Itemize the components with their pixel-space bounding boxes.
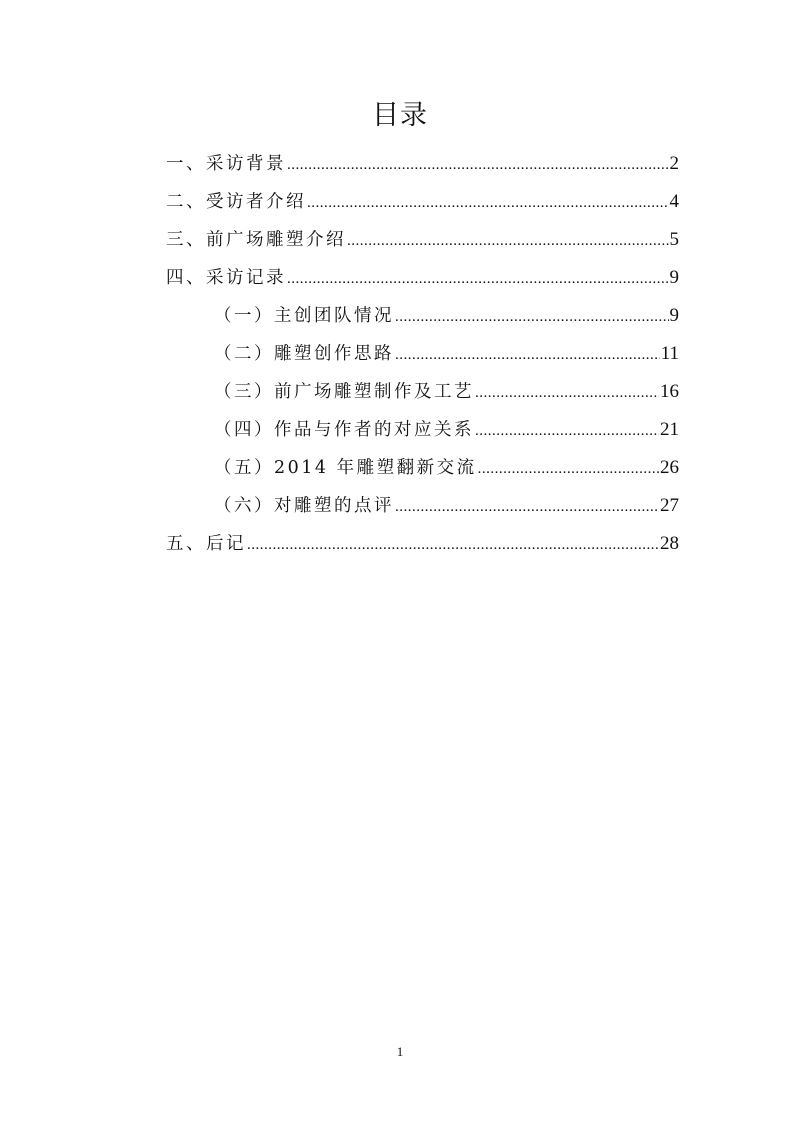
toc-entry-label: （二）雕塑创作思路 xyxy=(214,344,394,364)
toc-entry-label: （四）作品与作者的对应关系 xyxy=(214,420,474,440)
toc-dot-leader xyxy=(475,374,659,412)
toc-dot-leader xyxy=(287,146,669,184)
toc-entry-page: 26 xyxy=(660,457,679,478)
toc-entry-label: （六）对雕塑的点评 xyxy=(214,496,394,516)
toc-dot-leader xyxy=(395,298,669,336)
toc-entry-label: 二、受访者介绍 xyxy=(166,192,306,212)
toc-entry-works-authors[interactable] xyxy=(214,411,679,449)
toc-entry-label: 五、后记 xyxy=(166,534,246,554)
toc-entry-label: （一）主创团队情况 xyxy=(214,306,394,326)
toc-entry-page: 16 xyxy=(660,381,679,402)
toc-entry-label: 四、采访记录 xyxy=(166,268,286,288)
toc-dot-leader xyxy=(478,450,659,488)
toc-entry-label: （三）前广场雕塑制作及工艺 xyxy=(214,382,474,402)
toc-entry-page: 11 xyxy=(660,343,679,364)
page-number: 1 xyxy=(396,1044,404,1059)
page-title: 目录 xyxy=(372,100,428,131)
toc-dot-leader xyxy=(307,184,669,222)
toc-entry-craft[interactable] xyxy=(214,373,679,411)
toc-entry-page: 5 xyxy=(669,229,679,250)
toc-entry-label: 一、采访背景 xyxy=(166,154,286,174)
toc-entry-interviewees[interactable] xyxy=(166,183,679,221)
toc-dot-leader xyxy=(347,222,669,260)
toc-entry-creative-ideas[interactable] xyxy=(214,335,679,373)
toc-entry-background[interactable] xyxy=(166,145,679,183)
toc-entry-label: 三、前广场雕塑介绍 xyxy=(166,230,346,250)
toc-dot-leader xyxy=(287,260,669,298)
toc-entry-interview-record[interactable] xyxy=(166,259,679,297)
toc-entry-sculpture-intro[interactable] xyxy=(166,221,679,259)
toc-entry-renovation[interactable] xyxy=(214,449,679,487)
toc-entry-page: 28 xyxy=(660,533,679,554)
toc-dot-leader xyxy=(247,526,659,564)
toc-entry-page: 4 xyxy=(669,191,679,212)
toc-entry-review[interactable] xyxy=(214,487,679,525)
toc-dot-leader xyxy=(475,412,659,450)
toc-entry-team[interactable] xyxy=(214,297,679,335)
toc-entry-afterword[interactable] xyxy=(166,525,679,563)
toc-entry-page: 9 xyxy=(669,267,679,288)
toc-entry-page: 21 xyxy=(660,419,679,440)
toc-entry-page: 27 xyxy=(660,495,679,516)
toc-dot-leader xyxy=(395,488,659,526)
toc-dot-leader xyxy=(395,336,660,374)
toc-entry-page: 2 xyxy=(669,153,679,174)
toc-entry-page: 9 xyxy=(669,305,679,326)
toc-entry-label: （五）2014 年雕塑翻新交流 xyxy=(214,458,477,478)
